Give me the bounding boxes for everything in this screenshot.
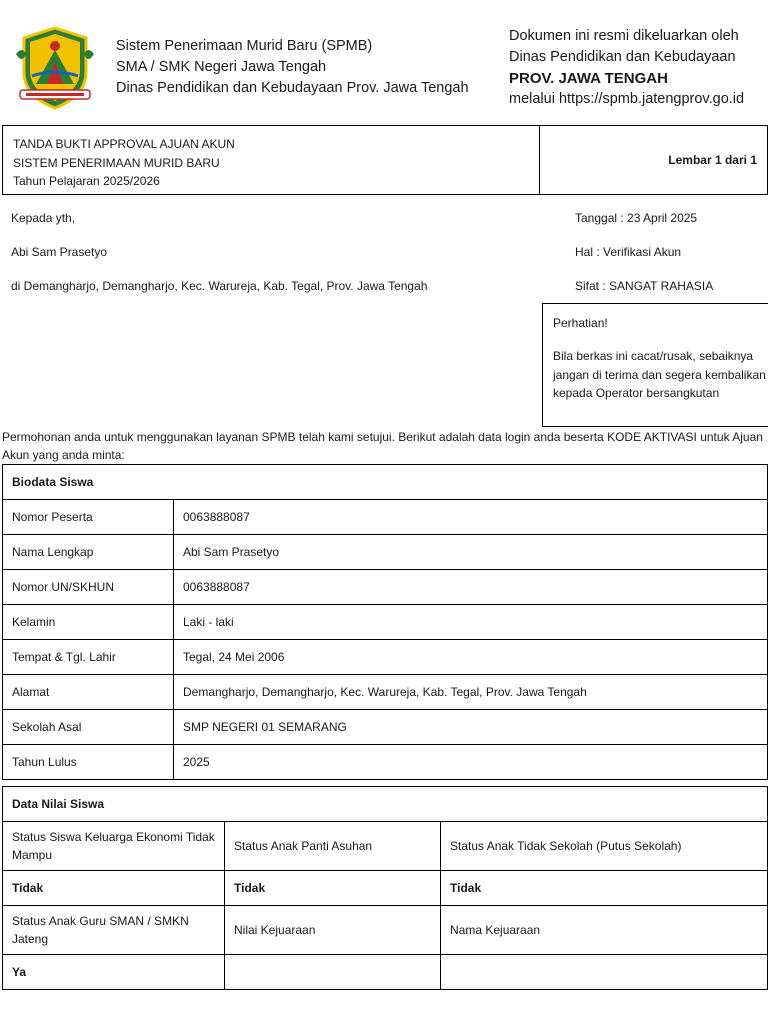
header-agency: Dinas Pendidikan dan Kebudayaan Prov. Jawa Tengah	[116, 80, 469, 96]
table-row	[3, 535, 768, 570]
recipient-name: Abi Sam Prasetyo	[11, 245, 108, 259]
nilai-section-title: Data Nilai Siswa	[3, 787, 768, 822]
sheet-number: Lembar 1 dari 1	[668, 153, 757, 167]
header-agency-block	[116, 36, 469, 99]
letter-nature: Sifat : SANGAT RAHASIA	[575, 279, 714, 293]
intro-paragraph: Permohonan anda untuk menggunakan layanan SPMB telah kami setujui. Berikut adalah data login anda beserta KODE AKTIVASI untuk Ajuan Akun yang anda minta:	[2, 430, 763, 462]
table-row	[3, 710, 768, 745]
notice-box	[542, 303, 768, 427]
notice-title: Perhatian!	[553, 316, 608, 330]
table-row	[3, 675, 768, 710]
nilai-header: Nama Kejuaraan	[441, 906, 768, 955]
nilai-value: Tidak	[3, 871, 225, 906]
biodata-value: 0063888087	[174, 500, 768, 535]
biodata-label: Kelamin	[3, 605, 174, 640]
notice-body: Bila berkas ini cacat/rusak, sebaiknya jangan di terima dan segera kembalikan kepada Operator bersangkutan	[553, 349, 766, 400]
table-row	[3, 955, 768, 990]
nilai-header: Status Anak Panti Asuhan	[225, 822, 441, 871]
official-url: melalui https://spmb.jatengprov.go.id	[509, 91, 745, 107]
document-title-lines	[13, 135, 235, 191]
biodata-value: Laki - laki	[174, 605, 768, 640]
title-box-divider	[539, 126, 540, 194]
biodata-label: Tempat & Tgl. Lahir	[3, 640, 174, 675]
nilai-header: Status Anak Guru SMAN / SMKN Jateng	[3, 906, 225, 955]
official-line2: Dinas Pendidikan dan Kebudayaan	[509, 49, 736, 65]
nilai-header: Status Anak Tidak Sekolah (Putus Sekolah)	[441, 822, 768, 871]
nilai-header: Status Siswa Keluarga Ekonomi Tidak Mampu	[3, 822, 225, 871]
central-java-emblem-icon	[14, 24, 96, 112]
nilai-value: Tidak	[441, 871, 768, 906]
header-official-block	[509, 26, 744, 110]
header-school-level: SMA / SMK Negeri Jawa Tengah	[116, 59, 327, 75]
table-row	[3, 570, 768, 605]
header-system: Sistem Penerimaan Murid Baru (SPMB)	[116, 38, 373, 54]
official-line1: Dokumen ini resmi dikeluarkan oleh	[509, 28, 739, 44]
nilai-section-row	[3, 787, 768, 822]
biodata-label: Nomor Peserta	[3, 500, 174, 535]
recipient-address: di Demangharjo, Demangharjo, Kec. Warureja, Kab. Tegal, Prov. Jawa Tengah	[11, 279, 428, 293]
table-row	[3, 871, 768, 906]
biodata-label: Nomor UN/SKHUN	[3, 570, 174, 605]
biodata-table	[2, 464, 768, 780]
biodata-value: Tegal, 24 Mei 2006	[174, 640, 768, 675]
biodata-value: 0063888087	[174, 570, 768, 605]
title-line2: SISTEM PENERIMAAN MURID BARU	[13, 155, 220, 170]
nilai-value	[225, 955, 441, 990]
table-row	[3, 745, 768, 780]
table-row	[3, 822, 768, 871]
biodata-label: Sekolah Asal	[3, 710, 174, 745]
title-line3: Tahun Pelajaran 2025/2026	[13, 174, 160, 188]
table-row	[3, 500, 768, 535]
biodata-value: SMP NEGERI 01 SEMARANG	[174, 710, 768, 745]
nilai-table	[2, 786, 768, 990]
nilai-value	[441, 955, 768, 990]
official-province: PROV. JAWA TENGAH	[509, 70, 668, 87]
nilai-header: Nilai Kejuaraan	[225, 906, 441, 955]
letter-date: Tanggal : 23 April 2025	[575, 211, 698, 225]
recipient-greeting: Kepada yth,	[11, 211, 76, 225]
nilai-value: Tidak	[225, 871, 441, 906]
nilai-value: Ya	[3, 955, 225, 990]
title-line1: TANDA BUKTI APPROVAL AJUAN AKUN	[13, 137, 235, 151]
document-title-box	[2, 125, 768, 195]
table-row	[3, 605, 768, 640]
biodata-label: Alamat	[3, 675, 174, 710]
biodata-label: Nama Lengkap	[3, 535, 174, 570]
biodata-value: Demangharjo, Demangharjo, Kec. Warureja, Kab. Tegal, Prov. Jawa Tengah	[174, 675, 768, 710]
table-row	[3, 906, 768, 955]
table-row	[3, 640, 768, 675]
biodata-section-title: Biodata Siswa	[3, 465, 768, 500]
biodata-section-row	[3, 465, 768, 500]
biodata-label: Tahun Lulus	[3, 745, 174, 780]
biodata-value: Abi Sam Prasetyo	[174, 535, 768, 570]
letter-subject: Hal : Verifikasi Akun	[575, 245, 682, 259]
biodata-value: 2025	[174, 745, 768, 780]
